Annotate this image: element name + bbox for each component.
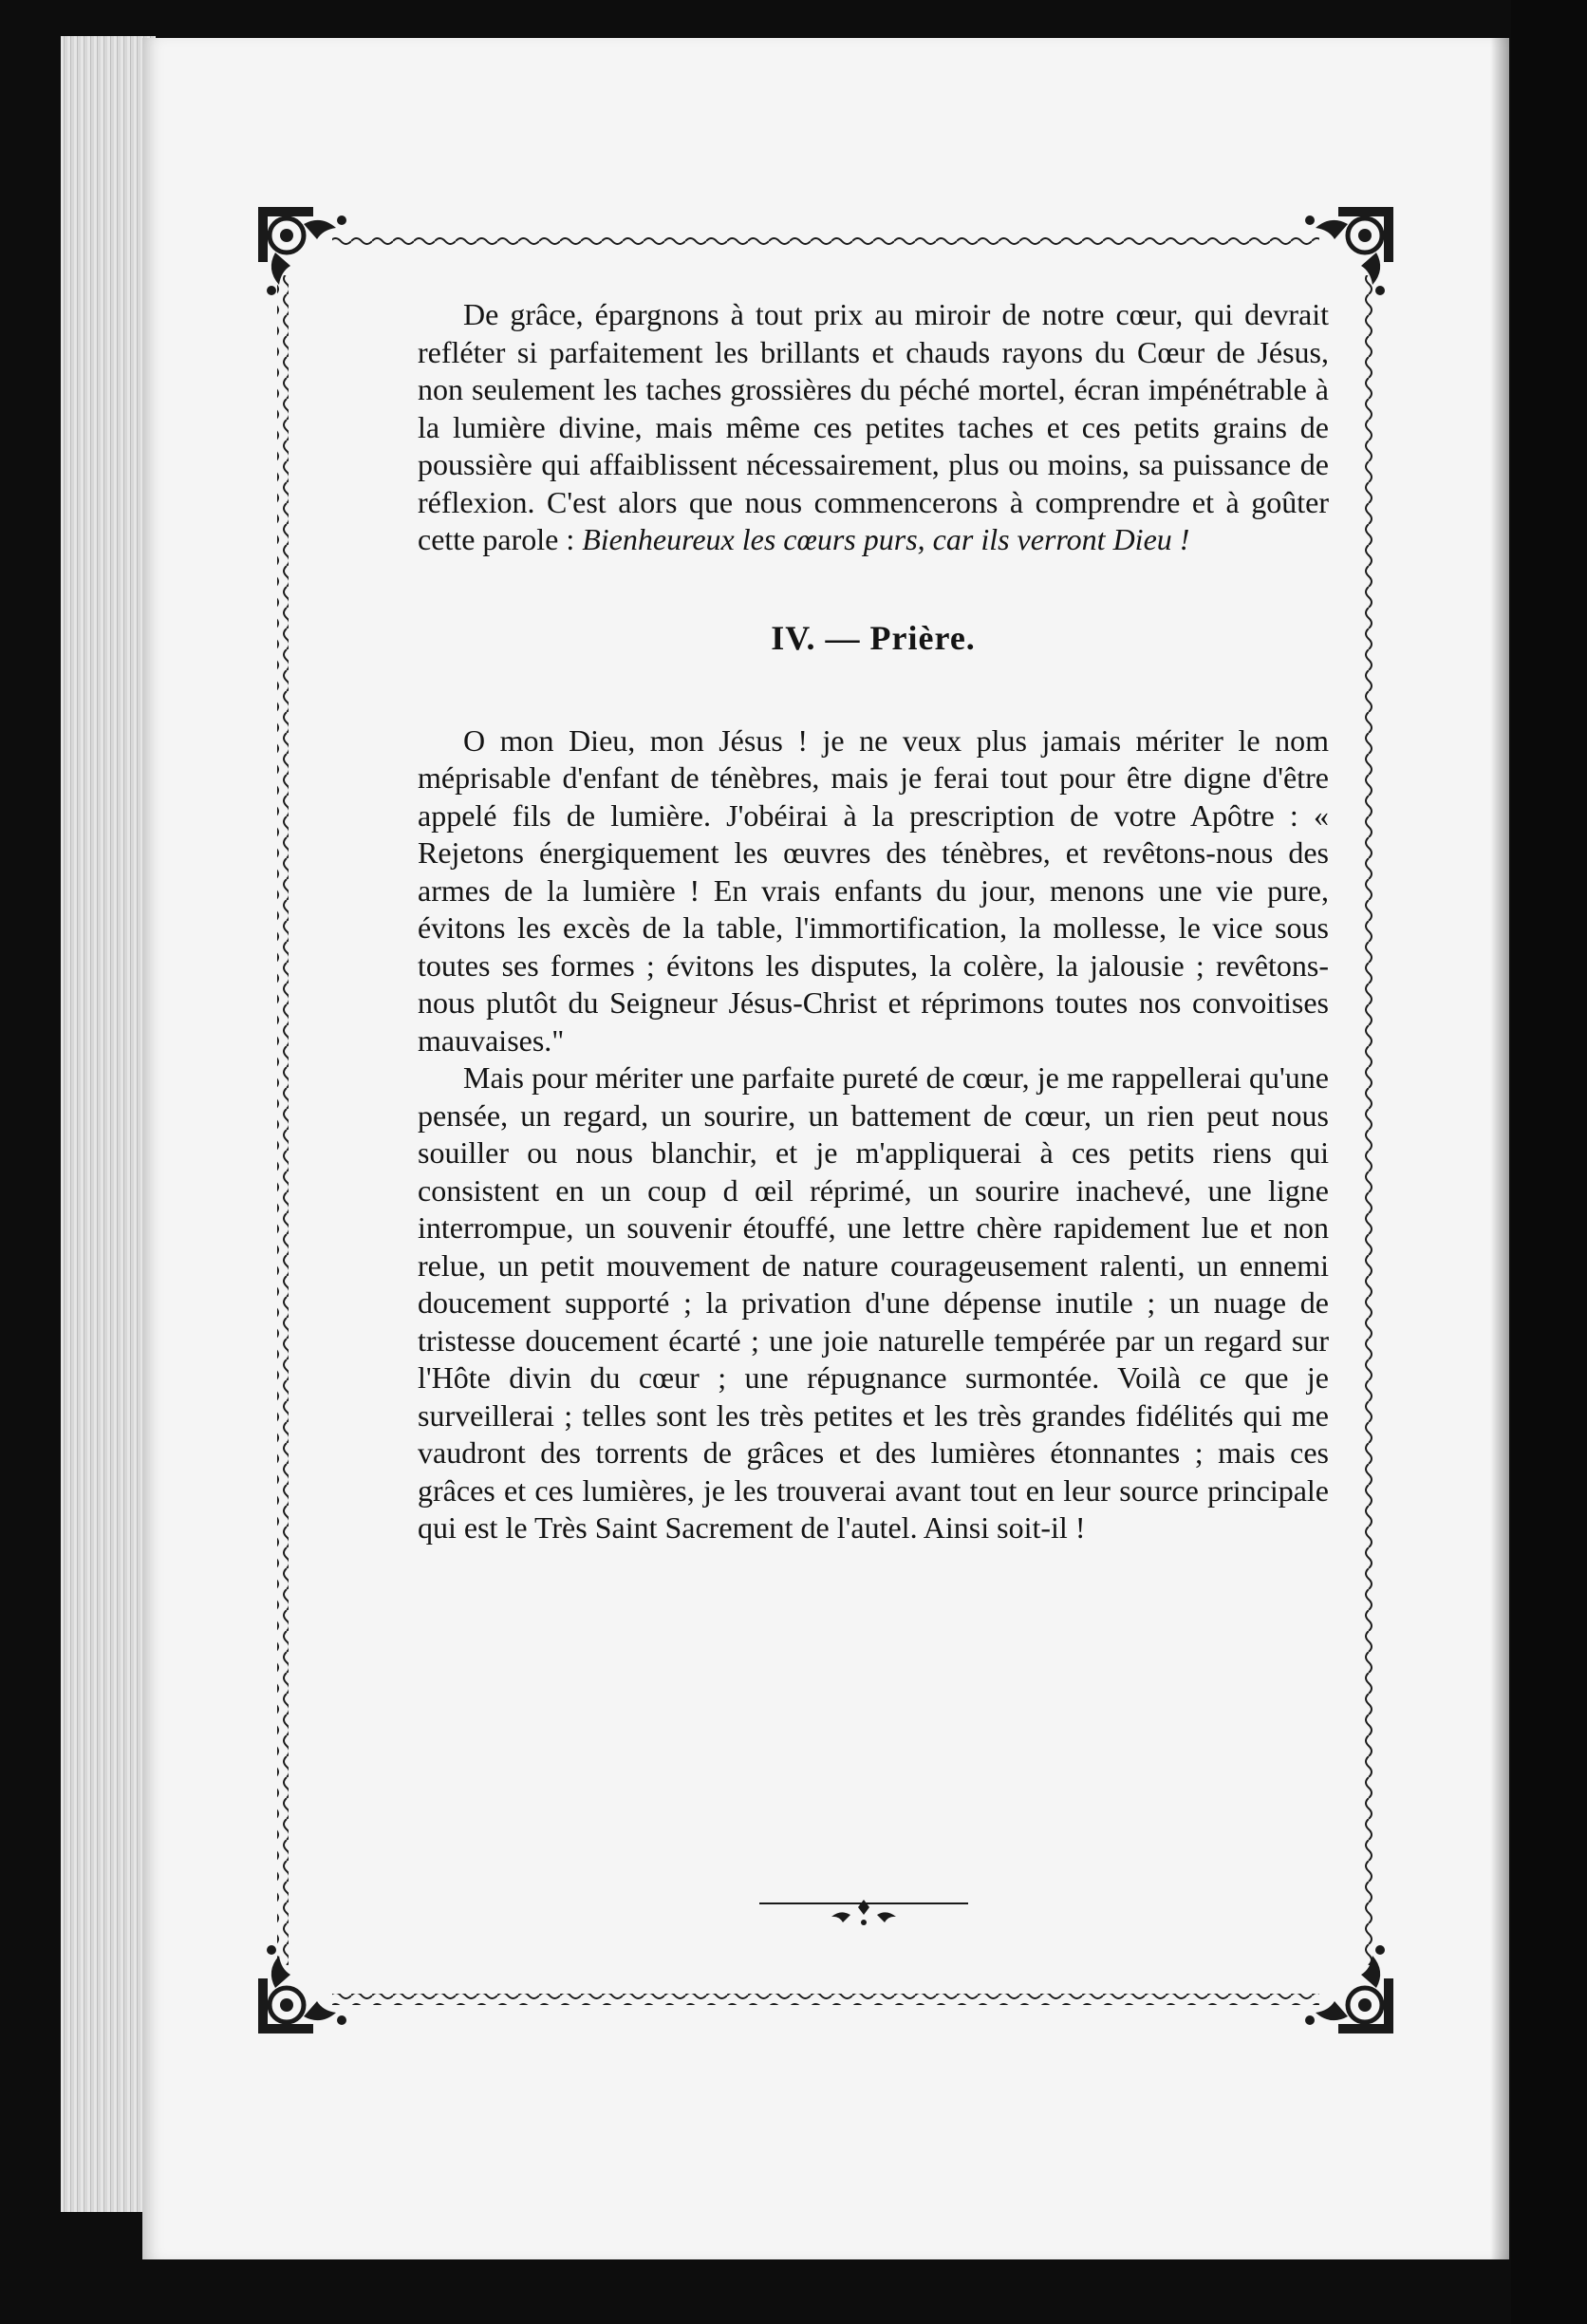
corner-ornament-bottom-right — [1305, 1945, 1393, 2034]
page-stack-edges — [61, 36, 156, 2212]
text-block — [418, 296, 1329, 1547]
scanner-background — [1511, 0, 1587, 2324]
intro-paragraph — [418, 296, 1329, 559]
tail-ornament — [759, 1894, 968, 1932]
purity-paragraph: Mais pour mériter une parfaite pureté de cœur, je me rappellerai qu'une pensée, un regard, un sourire, un battement de cœur, un rien peut nous souiller ou nous blanchir, et je m'appliquerai à ces petits riens qui consistent en un coup d œil réprimé, un sourire inachevé, une ligne interrompue, un souvenir étouffé, une lettre chère rapidement lue et non relue, un petit mouvement de nature courageusement ralenti, un ennemi doucement supporté ; la privation d'une dépense inutile ; un nuage de tristesse doucement écarté ; une joie naturelle tempérée par un regard sur l'Hôte divin du cœur ; une répugnance surmontée. Voilà ce que je surveillerai ; telles sont les très petites et les très grandes fidélités qui me vaudront des torrents de grâces et des lumières étonnantes ; mais ces grâces et ces lumières, je les trouverai avant tout en leur source principale qui est le Très Saint Sacrement de l'autel. Ainsi soit-il ! — [418, 1060, 1329, 1545]
page-gutter-shadow — [1490, 38, 1509, 2259]
border-bottom — [332, 1994, 1319, 2005]
corner-ornament-top-right — [1305, 207, 1393, 295]
corner-ornament-bottom-left — [258, 1945, 346, 2034]
prayer-paragraph: O mon Dieu, mon Jésus ! je ne veux plus jamais mériter le nom méprisable d'enfant de ténèbres, mais je ferai tout pour être digne d'être appelé fils de lumière. J'obéirai à la prescription de votre Apôtre : « Rejetons énergiquement les œuvres des ténèbres, et revêtons-nous des armes de la lumière ! En vrais enfants du jour, menons une vie pure, évitons les excès de la table, l'immortification, la mollesse, le vice sous toutes ses formes ; évitons les disputes, la colère, la jalousie ; revêtons-nous plutôt du Seigneur Jésus-Christ et réprimons toutes nos convoitises mauvaises." — [418, 722, 1329, 1058]
section-heading: IV. — Prière. — [771, 618, 976, 657]
border-top — [332, 235, 1319, 247]
corner-ornament-top-left — [258, 207, 346, 295]
border-left — [277, 275, 289, 1965]
intro-text: De grâce, épargnons à tout prix au miroir de notre cœur, qui devrait refléter si parfaitement les brillants et chauds rayons du Cœur de Jésus, non seulement les taches grossières du péché mortel, écran impénétrable à la lumière divine, mais même ces petites taches et ces petits grains de poussière qui affaiblissent nécessairement, plus ou moins, sa puissance de réflexion. C'est alors que nous commencerons à comprendre et à goûter cette parole : — [418, 297, 1329, 556]
intro-quote: Bienheureux les cœurs purs, car ils verront Dieu ! — [582, 522, 1190, 556]
border-right — [1363, 275, 1374, 1965]
